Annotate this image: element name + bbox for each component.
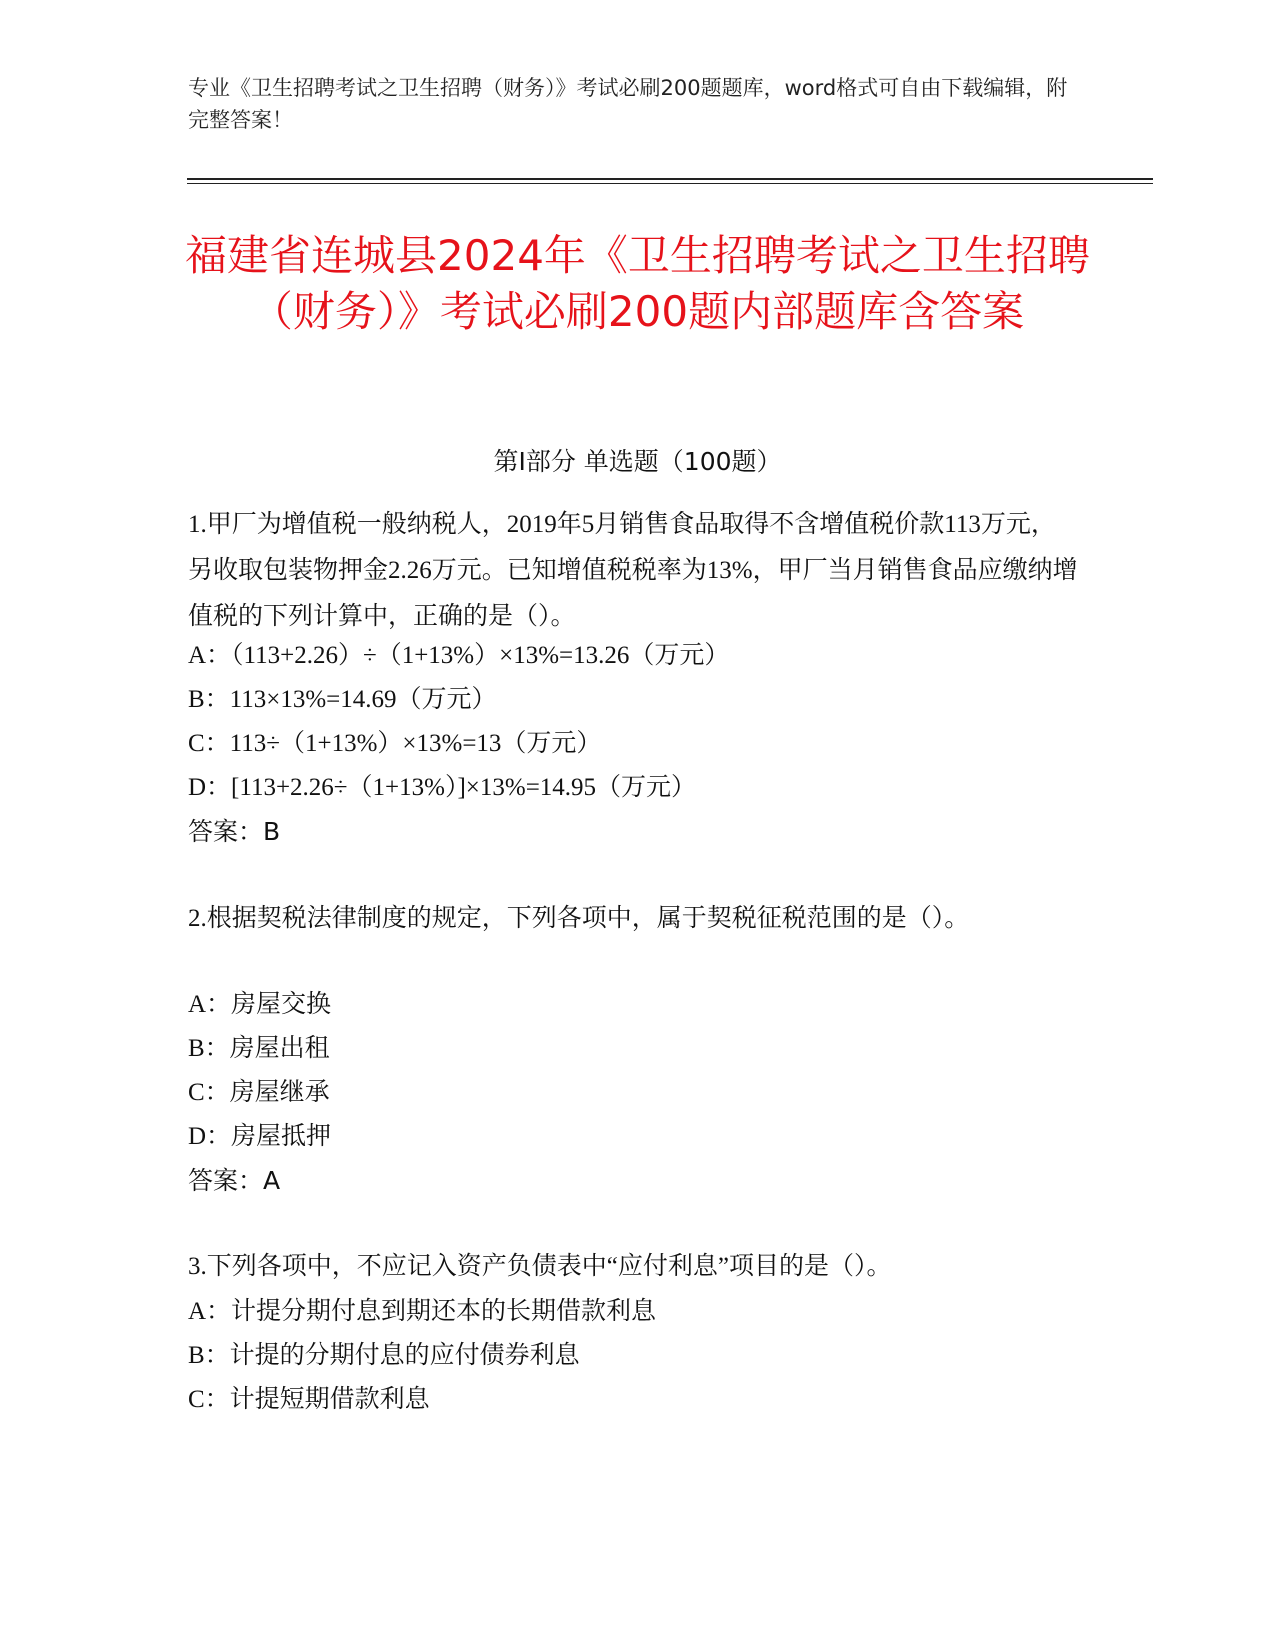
option-b: B：113×13%=14.69（万元） [188,686,497,713]
header-divider-thick [187,178,1153,180]
question-stem: 3.下列各项中，不应记入资产负债表中“应付利息”项目的是（）。 [188,1253,892,1280]
question-stem: 1.甲厂为增值税一般纳税人，2019年5月销售食品取得不含增值税价款113万元，另收取包装物押金2.26万元。已知增值税税率为13%，甲厂当月销售食品应缴纳增值税的下列计算中，正确的是（）。 [188,511,1078,630]
answer-label: 答案：B [188,817,281,846]
option-c: C：房屋继承 [188,1079,330,1106]
option-a: A：（113+2.26）÷（1+13%）×13%=13.26（万元） [188,642,730,669]
option-d: D：房屋抵押 [188,1123,332,1150]
option-d: D：[113+2.26÷（1+13%）]×13%=14.95（万元） [188,774,697,801]
option-a: A：房屋交换 [188,991,332,1018]
option-c: C：计提短期借款利息 [188,1386,430,1413]
header-note: 专业《卫生招聘考试之卫生招聘（财务）》考试必刷200题题库，word格式可自由下载编辑，附完整答案！ [188,76,1068,132]
option-a: A：计提分期付息到期还本的长期借款利息 [188,1298,657,1325]
section-title: 第Ⅰ部分 单选题（100题） [493,447,782,476]
option-b: B：房屋出租 [188,1035,330,1062]
option-c: C：113÷（1+13%）×13%=13（万元） [188,730,602,757]
document-title: 福建省连城县2024年《卫生招聘考试之卫生招聘（财务）》考试必刷200题内部题库含答案 [185,231,1090,336]
header-divider-thin [187,183,1153,184]
answer-label: 答案：A [188,1166,281,1195]
question-stem: 2.根据契税法律制度的规定，下列各项中，属于契税征税范围的是（）。 [188,905,970,932]
option-b: B：计提的分期付息的应付债券利息 [188,1342,580,1369]
